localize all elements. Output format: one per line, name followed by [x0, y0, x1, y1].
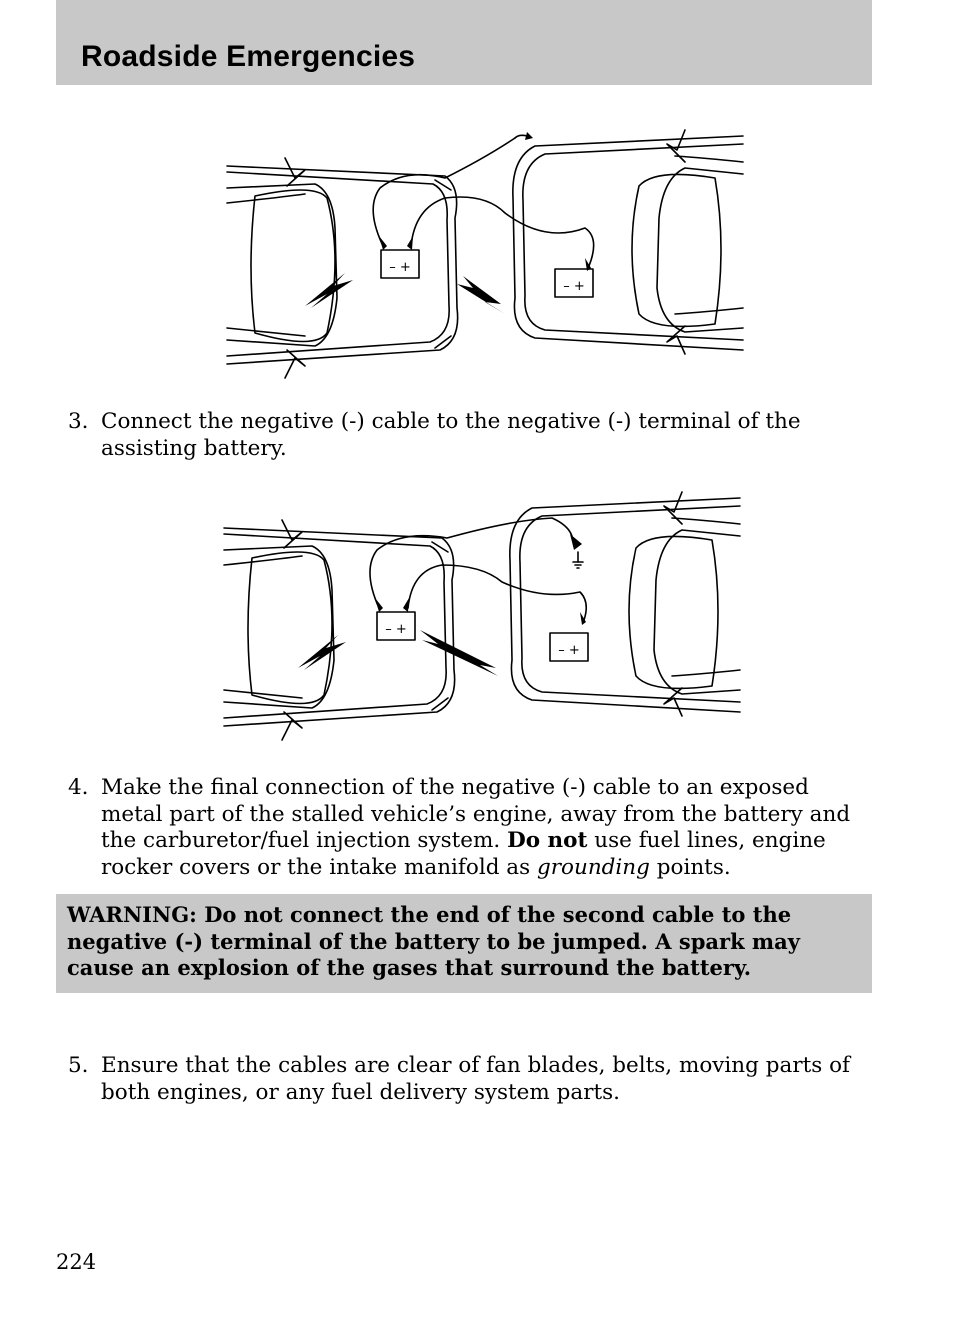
step-5 [68, 1053, 868, 1106]
battery-label-left: – + [389, 260, 411, 275]
step-number: 5. [68, 1053, 89, 1078]
step-text-part: Make the final connection of the negative (-) cable to an exposed metal part of the stalled vehicle’s engine, away from the battery and the carburetor/fuel injection system. [101, 775, 851, 853]
cars-cables-illustration [215, 128, 755, 388]
cars-cables-ground-illustration [212, 490, 752, 750]
page-number: 224 [56, 1250, 97, 1274]
battery-label-right: – + [558, 643, 580, 658]
step-text [101, 775, 868, 881]
step-number: 4. [68, 775, 89, 800]
step-text: Connect the negative (-) cable to the negative (-) terminal of the assisting battery. [101, 409, 801, 461]
emphasis-bold: Do not [507, 828, 588, 853]
step-4 [68, 775, 868, 881]
jump-start-diagram-step4 [212, 490, 752, 750]
warning-text: WARNING: Do not connect the end of the second cable to the negative (-) terminal of the battery to be jumped. A spark may cause an explosion of the gases that surround the battery. [67, 902, 800, 980]
page-title: Roadside Emergencies [81, 40, 416, 73]
step-number: 3. [68, 409, 89, 434]
battery-label-right: – + [563, 279, 585, 294]
step-text-part: use fuel lines, engine rocker covers or the intake manifold as [101, 828, 826, 880]
battery-label-left: – + [385, 622, 407, 637]
page-header [56, 0, 872, 85]
step-3 [68, 409, 868, 462]
warning-box [56, 894, 872, 993]
jump-start-diagram-step3 [215, 128, 755, 388]
emphasis-italic: grounding [536, 854, 650, 880]
step-text: Ensure that the cables are clear of fan blades, belts, moving parts of both engines, or any fuel delivery system parts. [101, 1053, 851, 1105]
step-text-part: points. [649, 854, 731, 880]
